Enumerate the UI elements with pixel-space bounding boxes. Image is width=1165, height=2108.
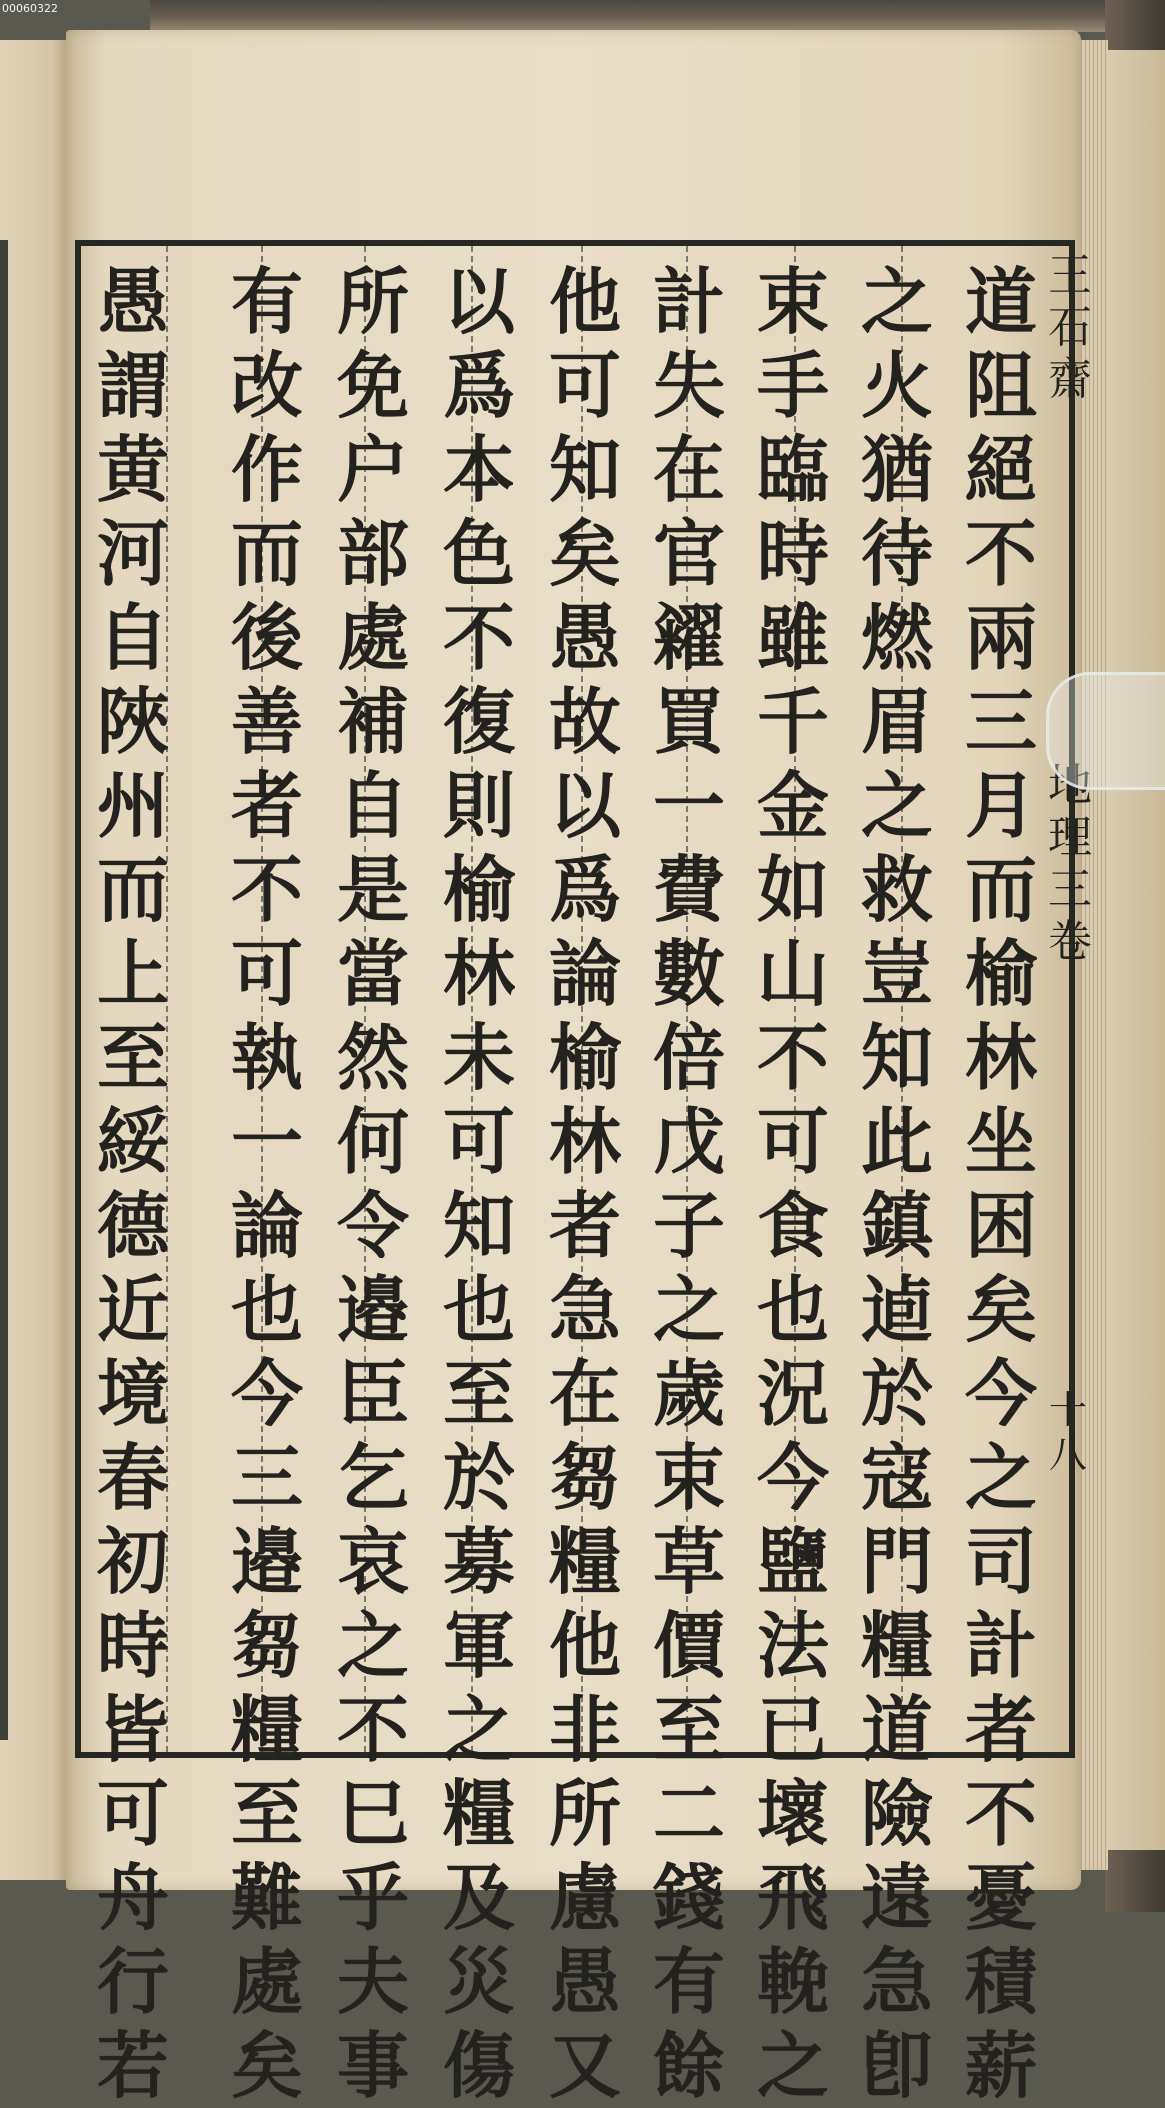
glyph: 猶 <box>860 427 933 512</box>
glyph: 夫 <box>336 1939 409 2024</box>
glyph: 門 <box>860 1519 933 1604</box>
glyph: 地 <box>1048 760 1092 811</box>
glyph: 春 <box>96 1435 169 1520</box>
glyph: 坐 <box>964 1099 1037 1184</box>
glyph: 論 <box>548 931 621 1016</box>
glyph: 邉 <box>336 1267 409 1352</box>
glyph: 後 <box>230 595 303 680</box>
glyph: 是 <box>336 847 409 932</box>
glyph: 急 <box>548 1267 621 1352</box>
text-column-1 <box>949 259 1053 2108</box>
glyph: 謂 <box>96 343 169 428</box>
glyph: 至 <box>652 1687 725 1772</box>
glyph: 募 <box>442 1519 515 1604</box>
glyph: 陜 <box>96 679 169 764</box>
glyph: 憂 <box>964 1855 1037 1940</box>
glyph: 而 <box>964 847 1037 932</box>
text-column-8 <box>215 259 319 2108</box>
glyph: 計 <box>964 1603 1037 1688</box>
text-column-9 <box>81 259 185 2108</box>
glyph: 自 <box>336 763 409 848</box>
glyph: 至 <box>442 1351 515 1436</box>
glyph: 及 <box>442 1855 515 1940</box>
glyph: 當 <box>336 931 409 1016</box>
glyph: 卷 <box>1048 916 1092 967</box>
glyph: 執 <box>230 1015 303 1100</box>
glyph: 軍 <box>442 1603 515 1688</box>
glyph: 積 <box>964 1939 1037 2024</box>
glyph: 可 <box>230 931 303 1016</box>
glyph: 榆 <box>964 931 1037 1016</box>
glyph: 時 <box>756 511 829 596</box>
glyph: 草 <box>652 1519 725 1604</box>
glyph: 食 <box>756 1183 829 1268</box>
glyph: 齋 <box>1048 354 1092 405</box>
glyph: 糧 <box>860 1603 933 1688</box>
glyph: 他 <box>548 259 621 344</box>
glyph: 手 <box>756 343 829 428</box>
glyph: 榆 <box>548 1015 621 1100</box>
glyph: 之 <box>860 763 933 848</box>
folio-strip <box>1107 50 1165 1850</box>
glyph: 則 <box>442 763 515 848</box>
glyph: 阻 <box>964 343 1037 428</box>
glyph: 糴 <box>652 595 725 680</box>
glyph: 寇 <box>860 1435 933 1520</box>
glyph: 可 <box>442 1099 515 1184</box>
glyph: 在 <box>652 427 725 512</box>
glyph: 計 <box>652 259 725 344</box>
glyph: 況 <box>756 1351 829 1436</box>
glyph: 之 <box>860 259 933 344</box>
glyph: 邉 <box>230 1519 303 1604</box>
glyph: 芻 <box>230 1603 303 1688</box>
left-cover-edge <box>0 240 8 1740</box>
glyph: 束 <box>652 1435 725 1520</box>
glyph: 補 <box>336 679 409 764</box>
glyph: 費 <box>652 847 725 932</box>
glyph: 以 <box>548 763 621 848</box>
glyph: 如 <box>756 847 829 932</box>
glyph: 一 <box>230 1099 303 1184</box>
glyph: 行 <box>96 1939 169 2024</box>
glyph: 臨 <box>756 427 829 512</box>
glyph: 然 <box>336 1015 409 1100</box>
glyph: 時 <box>96 1603 169 1688</box>
glyph: 難 <box>230 1855 303 1940</box>
glyph: 未 <box>442 1015 515 1100</box>
glyph: 已 <box>756 1687 829 1772</box>
glyph: 綏 <box>96 1099 169 1184</box>
glyph: 二 <box>652 1771 725 1856</box>
glyph: 善 <box>230 679 303 764</box>
glyph: 金 <box>756 763 829 848</box>
glyph: 飛 <box>756 1855 829 1940</box>
glyph: 所 <box>336 259 409 344</box>
glyph: 十 <box>1048 1388 1087 1432</box>
glyph: 糧 <box>548 1519 621 1604</box>
glyph: 色 <box>442 511 515 596</box>
glyph: 可 <box>96 1771 169 1856</box>
glyph: 可 <box>756 1099 829 1184</box>
glyph: 之 <box>442 1687 515 1772</box>
glyph: 司 <box>964 1519 1037 1604</box>
glyph: 火 <box>860 343 933 428</box>
glyph: 救 <box>860 847 933 932</box>
glyph: 不 <box>756 1015 829 1100</box>
glyph: 理 <box>1048 812 1092 863</box>
glyph: 豈 <box>860 931 933 1016</box>
glyph: 鎮 <box>860 1183 933 1268</box>
glyph: 黄 <box>96 427 169 512</box>
glyph: 臣 <box>336 1351 409 1436</box>
glyph: 山 <box>756 931 829 1016</box>
glyph: 之 <box>964 1435 1037 1520</box>
glyph: 也 <box>442 1267 515 1352</box>
margin-section-title <box>1048 760 1092 968</box>
glyph: 一 <box>652 763 725 848</box>
glyph: 者 <box>548 1183 621 1268</box>
paper-clip <box>1046 672 1165 790</box>
glyph: 子 <box>652 1183 725 1268</box>
book-binding-top <box>150 0 1165 32</box>
glyph: 免 <box>336 343 409 428</box>
glyph: 不 <box>442 595 515 680</box>
glyph: 德 <box>96 1183 169 1268</box>
glyph: 石 <box>1048 302 1092 353</box>
glyph: 險 <box>860 1771 933 1856</box>
glyph: 災 <box>442 1939 515 2024</box>
glyph: 於 <box>442 1435 515 1520</box>
glyph: 皆 <box>96 1687 169 1772</box>
glyph: 不 <box>230 847 303 932</box>
margin-book-title <box>1048 250 1092 406</box>
glyph: 錢 <box>652 1855 725 1940</box>
text-column-7 <box>321 259 425 2108</box>
glyph: 者 <box>964 1687 1037 1772</box>
glyph: 失 <box>652 343 725 428</box>
glyph: 近 <box>96 1267 169 1352</box>
scan-id-label: 00060322 <box>2 2 58 15</box>
glyph: 不 <box>964 1771 1037 1856</box>
text-column-2 <box>845 259 949 2108</box>
glyph: 月 <box>964 763 1037 848</box>
glyph: 又 <box>548 2023 621 2108</box>
glyph: 戊 <box>652 1099 725 1184</box>
glyph: 法 <box>756 1603 829 1688</box>
glyph: 有 <box>652 1939 725 2024</box>
glyph: 至 <box>230 1771 303 1856</box>
glyph: 榆 <box>442 847 515 932</box>
glyph: 數 <box>652 931 725 1016</box>
folio-number <box>1048 1388 1088 1476</box>
glyph: 可 <box>548 343 621 428</box>
glyph: 傷 <box>442 2023 515 2108</box>
glyph: 者 <box>230 763 303 848</box>
text-column-4 <box>637 259 741 2108</box>
glyph: 芻 <box>548 1435 621 1520</box>
glyph: 待 <box>860 511 933 596</box>
glyph: 之 <box>652 1267 725 1352</box>
glyph: 所 <box>548 1771 621 1856</box>
glyph: 矣 <box>548 511 621 596</box>
text-frame <box>75 240 1075 2108</box>
glyph: 林 <box>442 931 515 1016</box>
glyph: 哀 <box>336 1519 409 1604</box>
glyph: 歲 <box>652 1351 725 1436</box>
glyph: 有 <box>230 259 303 344</box>
glyph: 道 <box>860 1687 933 1772</box>
glyph: 困 <box>964 1183 1037 1268</box>
text-column-6 <box>427 259 531 2108</box>
glyph: 束 <box>756 259 829 344</box>
glyph: 州 <box>96 763 169 848</box>
glyph: 今 <box>756 1435 829 1520</box>
glyph: 輓 <box>756 1939 829 2024</box>
glyph: 愚 <box>548 595 621 680</box>
glyph: 王 <box>1048 250 1092 301</box>
glyph: 絕 <box>964 427 1037 512</box>
glyph: 買 <box>652 679 725 764</box>
glyph: 林 <box>548 1099 621 1184</box>
glyph: 今 <box>964 1351 1037 1436</box>
glyph: 遠 <box>860 1855 933 1940</box>
text-column-3 <box>741 259 845 2108</box>
glyph: 千 <box>756 679 829 764</box>
glyph: 不 <box>964 511 1037 596</box>
glyph: 非 <box>548 1687 621 1772</box>
glyph: 餘 <box>652 2023 725 2108</box>
glyph: 令 <box>336 1183 409 1268</box>
glyph: 今 <box>230 1351 303 1436</box>
glyph: 河 <box>96 511 169 596</box>
glyph: 至 <box>96 1015 169 1100</box>
glyph: 於 <box>860 1351 933 1436</box>
glyph: 本 <box>442 427 515 512</box>
glyph: 事 <box>336 2023 409 2108</box>
glyph: 雖 <box>756 595 829 680</box>
glyph: 林 <box>964 1015 1037 1100</box>
glyph: 壞 <box>756 1771 829 1856</box>
glyph: 部 <box>336 511 409 596</box>
glyph: 乎 <box>336 1855 409 1940</box>
glyph: 三 <box>964 679 1037 764</box>
glyph: 不 <box>336 1687 409 1772</box>
glyph: 糧 <box>442 1771 515 1856</box>
glyph: 之 <box>756 2023 829 2108</box>
glyph: 知 <box>442 1183 515 1268</box>
glyph: 處 <box>336 595 409 680</box>
glyph: 舟 <box>96 1855 169 1940</box>
glyph: 在 <box>548 1351 621 1436</box>
glyph: 初 <box>96 1519 169 1604</box>
glyph: 也 <box>756 1267 829 1352</box>
glyph: 愚 <box>96 259 169 344</box>
glyph: 爲 <box>548 847 621 932</box>
glyph: 處 <box>230 1939 303 2024</box>
glyph: 道 <box>964 259 1037 344</box>
glyph: 改 <box>230 343 303 428</box>
left-page-edge <box>0 40 68 1880</box>
glyph: 也 <box>230 1267 303 1352</box>
glyph: 知 <box>548 427 621 512</box>
glyph: 他 <box>548 1603 621 1688</box>
glyph: 而 <box>96 847 169 932</box>
glyph: 三 <box>230 1435 303 1520</box>
glyph: 愚 <box>548 1939 621 2024</box>
glyph: 爲 <box>442 343 515 428</box>
glyph: 上 <box>96 931 169 1016</box>
glyph: 燃 <box>860 595 933 680</box>
glyph: 巳 <box>336 1771 409 1856</box>
glyph: 慮 <box>548 1855 621 1940</box>
glyph: 眉 <box>860 679 933 764</box>
glyph: 知 <box>860 1015 933 1100</box>
glyph: 自 <box>96 595 169 680</box>
glyph: 何 <box>336 1099 409 1184</box>
glyph: 以 <box>442 259 515 344</box>
glyph: 故 <box>548 679 621 764</box>
glyph: 急 <box>860 1939 933 2024</box>
glyph: 作 <box>230 427 303 512</box>
glyph: 論 <box>230 1183 303 1268</box>
glyph: 官 <box>652 511 725 596</box>
glyph: 户 <box>336 427 409 512</box>
glyph: 兩 <box>964 595 1037 680</box>
glyph: 鹽 <box>756 1519 829 1604</box>
glyph: 境 <box>96 1351 169 1436</box>
glyph: 而 <box>230 511 303 596</box>
glyph: 薪 <box>964 2023 1037 2108</box>
glyph: 倍 <box>652 1015 725 1100</box>
glyph: 逌 <box>860 1267 933 1352</box>
glyph: 矣 <box>964 1267 1037 1352</box>
text-column-5 <box>533 259 637 2108</box>
glyph: 三 <box>1048 864 1092 915</box>
glyph: 價 <box>652 1603 725 1688</box>
glyph: 矣 <box>230 2023 303 2108</box>
glyph: 乞 <box>336 1435 409 1520</box>
glyph: 糧 <box>230 1687 303 1772</box>
glyph: 復 <box>442 679 515 764</box>
glyph: 若 <box>96 2023 169 2108</box>
glyph: 八 <box>1048 1432 1087 1476</box>
glyph: 之 <box>336 1603 409 1688</box>
glyph: 卽 <box>860 2023 933 2108</box>
glyph: 此 <box>860 1099 933 1184</box>
